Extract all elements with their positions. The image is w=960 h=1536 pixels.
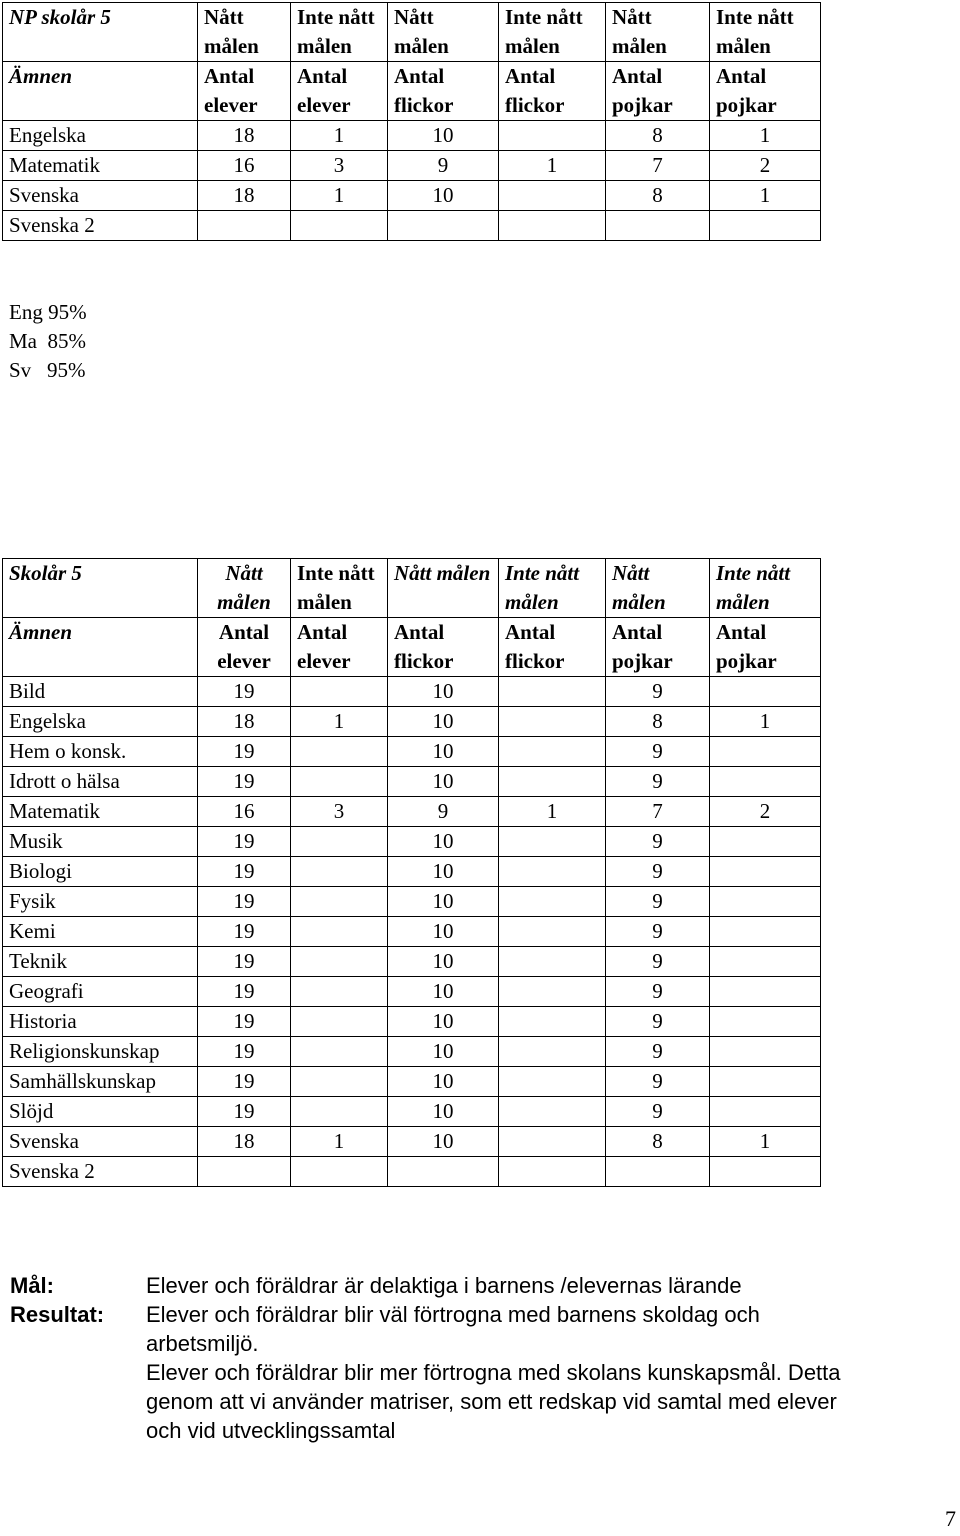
value-cell [499,887,606,917]
value-cell [499,1127,606,1157]
subject-cell: Idrott o hälsa [3,767,198,797]
value-cell: 9 [606,947,710,977]
value-cell [710,1157,821,1187]
value-cell: 10 [388,1067,499,1097]
subject-cell: Samhällskunskap [3,1067,198,1097]
col-header-top: Inte nått målen [710,559,821,618]
value-cell [499,917,606,947]
value-cell: 10 [388,827,499,857]
table-header-row-bottom [3,618,821,677]
value-cell: 7 [606,797,710,827]
value-cell [291,977,388,1007]
value-cell: 8 [606,707,710,737]
value-cell: 1 [291,121,388,151]
value-cell: 19 [198,977,291,1007]
value-cell [710,977,821,1007]
value-cell: 19 [198,947,291,977]
value-cell: 10 [388,707,499,737]
value-cell [499,1097,606,1127]
value-cell: 9 [606,887,710,917]
table-row [3,827,821,857]
value-cell [710,947,821,977]
value-cell: 8 [606,121,710,151]
np-results-table [2,2,821,241]
value-cell: 9 [388,151,499,181]
value-cell: 9 [606,977,710,1007]
col-header-bottom: Antal pojkar [710,62,821,121]
value-cell [710,211,821,241]
col-header-top: Nått målen [388,3,499,62]
table-row [3,917,821,947]
value-cell: 9 [388,797,499,827]
summary-label: Eng [9,300,43,324]
subject-cell: Hem o konsk. [3,737,198,767]
subject-cell: Musik [3,827,198,857]
subject-cell: Kemi [3,917,198,947]
table-row [3,181,821,211]
table-row [3,121,821,151]
value-cell [499,1007,606,1037]
subject-cell: Fysik [3,887,198,917]
value-cell: 19 [198,767,291,797]
summary-label: Sv [9,358,32,382]
subject-column-header: Ämnen [3,618,198,677]
value-cell: 19 [198,677,291,707]
value-cell [291,1067,388,1097]
summary-label: Ma [9,329,37,353]
value-cell [710,1067,821,1097]
table-row [3,977,821,1007]
value-cell [710,917,821,947]
table-row [3,1097,821,1127]
value-cell: 16 [198,797,291,827]
value-cell: 10 [388,1097,499,1127]
value-cell: 10 [388,677,499,707]
value-cell [710,857,821,887]
value-cell [291,1007,388,1037]
value-cell: 1 [710,707,821,737]
value-cell: 1 [291,707,388,737]
value-cell [388,1157,499,1187]
value-cell [499,1037,606,1067]
table-row [3,677,821,707]
subject-cell: Bild [3,677,198,707]
value-cell [291,947,388,977]
col-header-top: Inte nått målen [291,559,388,618]
value-cell [291,677,388,707]
table-row [3,1007,821,1037]
value-cell: 19 [198,1097,291,1127]
skolar-results-table [2,558,821,1187]
value-cell [291,767,388,797]
value-cell [499,857,606,887]
goals-line: Elever och föräldrar blir väl förtrogna med barnens skoldag och [146,1302,760,1327]
value-cell: 10 [388,947,499,977]
col-header-bottom: Antal elever [198,618,291,677]
value-cell: 10 [388,737,499,767]
col-header-top: Nått målen [606,559,710,618]
value-cell: 19 [198,827,291,857]
table-row [3,1037,821,1067]
table-row [3,151,821,181]
table-row [3,1157,821,1187]
value-cell: 18 [198,1127,291,1157]
value-cell: 19 [198,1037,291,1067]
subject-cell: Svenska [3,181,198,211]
summary-line [9,327,87,356]
table-row [3,857,821,887]
value-cell: 18 [198,707,291,737]
table-row [3,737,821,767]
subject-cell: Svenska [3,1127,198,1157]
col-header-top: Nått målen [198,3,291,62]
value-cell: 3 [291,151,388,181]
col-header-top: Nått målen [198,559,291,618]
value-cell: 1 [499,151,606,181]
value-cell: 9 [606,677,710,707]
value-cell: 7 [606,151,710,181]
value-cell [499,181,606,211]
value-cell: 10 [388,767,499,797]
value-cell: 1 [291,181,388,211]
value-cell [710,1037,821,1067]
value-cell: 10 [388,121,499,151]
goals-line: Elever och föräldrar blir mer förtrogna med skolans kunskapsmål. Detta [146,1360,841,1385]
value-cell: 10 [388,857,499,887]
value-cell [291,737,388,767]
value-cell: 9 [606,737,710,767]
value-cell [710,767,821,797]
value-cell [499,211,606,241]
value-cell: 10 [388,887,499,917]
subject-cell: Teknik [3,947,198,977]
goals-line: Elever och föräldrar är delaktiga i barnens /elevernas lärande [146,1273,742,1298]
value-cell [710,1007,821,1037]
value-cell: 9 [606,767,710,797]
value-cell: 16 [198,151,291,181]
value-cell: 19 [198,857,291,887]
value-cell [499,947,606,977]
table-header-row-bottom [3,62,821,121]
table-row [3,707,821,737]
value-cell [499,827,606,857]
value-cell [499,767,606,797]
value-cell: 10 [388,1127,499,1157]
value-cell [710,827,821,857]
value-cell [291,827,388,857]
value-cell [291,917,388,947]
summary-line [9,356,87,385]
value-cell [198,1157,291,1187]
goals-text [146,1271,946,1445]
subject-cell: Historia [3,1007,198,1037]
value-cell: 10 [388,977,499,1007]
col-header-bottom: Antal elever [291,618,388,677]
col-header-bottom: Antal flickor [499,62,606,121]
value-cell: 1 [710,1127,821,1157]
value-cell [499,707,606,737]
summary-line [9,298,87,327]
value-cell [198,211,291,241]
value-cell [291,1157,388,1187]
col-header-bottom: Antal elever [198,62,291,121]
value-cell: 2 [710,797,821,827]
value-cell: 19 [198,887,291,917]
value-cell [499,1067,606,1097]
value-cell: 19 [198,737,291,767]
mal-label: Mål: [10,1273,54,1298]
value-cell [710,737,821,767]
summary-value: 95% [48,300,87,324]
subject-cell: Matematik [3,151,198,181]
value-cell [499,1157,606,1187]
value-cell [606,1157,710,1187]
subject-cell: Religionskunskap [3,1037,198,1067]
table-row [3,947,821,977]
percentage-summary [9,298,87,385]
subject-cell: Svenska 2 [3,211,198,241]
value-cell: 9 [606,857,710,887]
subject-cell: Engelska [3,121,198,151]
table-corner-label: NP skolår 5 [3,3,198,62]
value-cell [499,737,606,767]
goals-line: genom att vi använder matriser, som ett redskap vid samtal med elever [146,1389,837,1414]
page-number: 7 [945,1506,956,1531]
value-cell: 19 [198,1067,291,1097]
value-cell: 9 [606,1097,710,1127]
col-header-top: Nått målen [388,559,499,618]
col-header-bottom: Antal pojkar [606,62,710,121]
value-cell: 3 [291,797,388,827]
value-cell: 19 [198,1007,291,1037]
value-cell [710,887,821,917]
value-cell [710,1097,821,1127]
table-header-row-top [3,3,821,62]
subject-cell: Matematik [3,797,198,827]
col-header-bottom: Antal flickor [388,618,499,677]
value-cell: 9 [606,1067,710,1097]
table-row [3,1067,821,1097]
value-cell: 8 [606,1127,710,1157]
subject-cell: Slöjd [3,1097,198,1127]
value-cell: 9 [606,917,710,947]
value-cell [710,677,821,707]
value-cell: 10 [388,1007,499,1037]
table-row [3,1127,821,1157]
value-cell [291,857,388,887]
value-cell: 9 [606,1007,710,1037]
table-row [3,211,821,241]
value-cell [291,1037,388,1067]
value-cell [499,677,606,707]
col-header-top: Inte nått målen [291,3,388,62]
subject-cell: Geografi [3,977,198,1007]
goals-line: arbetsmiljö. [146,1331,259,1356]
col-header-top: Nått målen [606,3,710,62]
resultat-label: Resultat: [10,1302,105,1327]
col-header-bottom: Antal flickor [499,618,606,677]
value-cell [499,121,606,151]
subject-column-header: Ämnen [3,62,198,121]
subject-cell: Biologi [3,857,198,887]
summary-value: 95% [46,358,86,382]
table-row [3,887,821,917]
value-cell: 1 [499,797,606,827]
value-cell: 10 [388,917,499,947]
table-header-row-top [3,559,821,618]
value-cell: 18 [198,121,291,151]
value-cell [291,211,388,241]
value-cell: 10 [388,181,499,211]
subject-cell: Engelska [3,707,198,737]
goals-line: och vid utvecklingssamtal [146,1418,396,1443]
subject-cell: Svenska 2 [3,1157,198,1187]
summary-value: 85% [47,329,86,353]
table-corner-label: Skolår 5 [3,559,198,618]
value-cell: 2 [710,151,821,181]
col-header-bottom: Antal elever [291,62,388,121]
value-cell: 1 [710,121,821,151]
value-cell: 18 [198,181,291,211]
value-cell: 8 [606,181,710,211]
goals-labels [10,1271,140,1329]
value-cell: 10 [388,1037,499,1067]
col-header-bottom: Antal flickor [388,62,499,121]
value-cell: 9 [606,827,710,857]
value-cell: 19 [198,917,291,947]
value-cell [499,977,606,1007]
col-header-top: Inte nått målen [499,3,606,62]
col-header-top: Inte nått målen [710,3,821,62]
value-cell [291,887,388,917]
value-cell: 1 [291,1127,388,1157]
table-row [3,797,821,827]
value-cell: 1 [710,181,821,211]
value-cell: 9 [606,1037,710,1067]
value-cell [388,211,499,241]
col-header-bottom: Antal pojkar [606,618,710,677]
value-cell [606,211,710,241]
col-header-top: Inte nått målen [499,559,606,618]
value-cell [291,1097,388,1127]
col-header-bottom: Antal pojkar [710,618,821,677]
table-row [3,767,821,797]
